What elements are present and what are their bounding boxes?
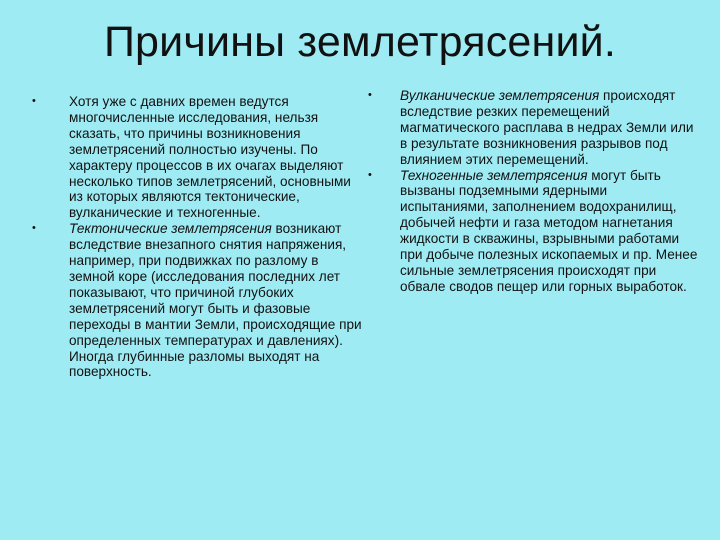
bullet-icon: • [32,95,36,107]
list-item-text [69,94,362,221]
list-item-text [400,168,698,295]
list-item-text [69,221,362,380]
bullet-icon: • [32,222,36,235]
volcanic-text: происходят вследствие резких перемещений магматического расплава в недрах Земли или в результате возникновения разрывов под влиянием этих перемещений. [400,88,694,167]
left-column [32,88,362,380]
intro-text: Хотя уже с давних времен ведутся многочисленные исследования, нельзя сказать, что причины возникновения землетрясений полностью изучены. По характеру процессов в их очагах выделяют несколько типов землетрясений, основными из которых являются тектонические, вулканические и техногенные. [69,94,351,221]
right-column [368,88,698,295]
bullet-icon: • [368,168,372,181]
list-item-technogenic [368,168,698,295]
volcanic-term: Вулканические землетрясения [400,88,600,103]
tectonic-text: возникают вследствие внезапного снятия напряжения, например, при подвижках по разлому в земной коре (исследования последних лет показывают, что причиной глубоких землетрясений могут быть и фазовые переходы в мантии Земли, происходящие при определенных температурах и давлениях). Иногда глубинные разломы выходят на поверхность. [69,221,362,380]
list-item-text [400,88,698,168]
bullet-icon: • [368,89,372,101]
tectonic-term: Тектонические землетрясения [69,221,272,237]
list-item-intro [32,94,362,221]
technogenic-text: могут быть вызваны подземными ядерными испытаниями, заполнением водохранилищ, добычей нефти и газа методом нагнетания жидкости в скважины, взрывными работами при добыче полезных ископаемых и пр. Менее сильные землетрясения происходят при обвале сводов пещер или горных выработок. [400,167,698,294]
slide-title: Причины землетрясений. [103,18,617,66]
list-item-volcanic [368,88,698,168]
list-item-tectonic [32,221,362,380]
technogenic-term: Техногенные землетрясения [400,167,588,183]
